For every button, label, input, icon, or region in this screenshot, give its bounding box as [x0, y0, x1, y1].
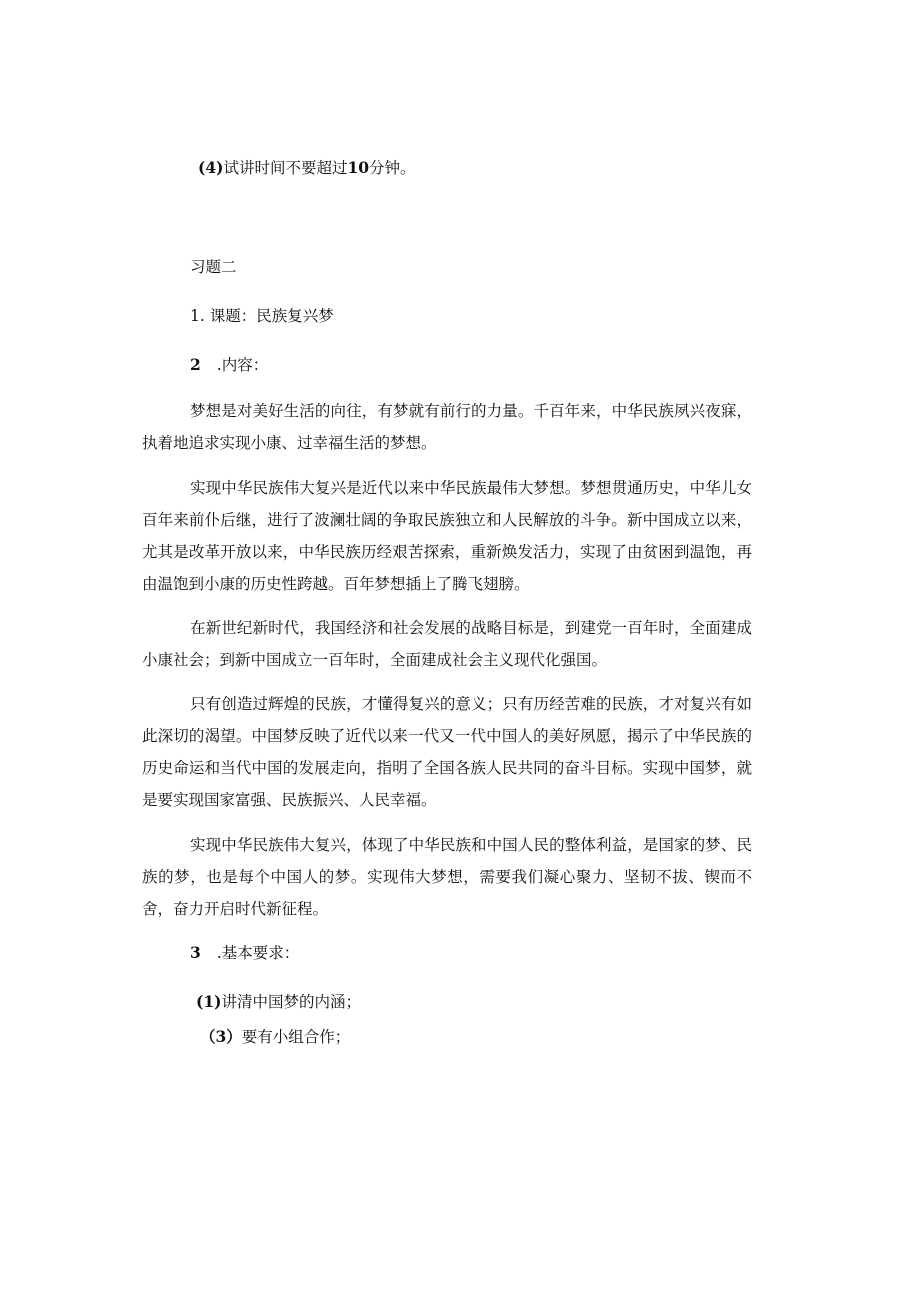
content-heading: [190, 354, 268, 376]
topic-label: 1. 课题：: [190, 307, 257, 325]
requirement-1: [196, 991, 361, 1013]
requirements-heading: [190, 942, 299, 964]
requirement-3-text: 要有小组合作；: [241, 1028, 351, 1046]
requirement-3-marker: （3）: [200, 1027, 242, 1046]
topic-line: [190, 305, 334, 327]
paragraph-5: 实现中华民族伟大复兴，体现了中华民族和中国人民的整体利益，是国家的梦、民族的梦，也是每个中国人的梦。实现伟大梦想，需要我们凝心聚力、坚韧不拔、锲而不舍，奋力开启时代新征程。: [142, 836, 752, 918]
content-marker: 2: [190, 355, 201, 374]
content-label: .内容：: [216, 356, 269, 374]
item-4-text-b: 分钟。: [369, 159, 416, 177]
paragraph-4: 只有创造过辉煌的民族，才懂得复兴的意义；只有历经苦难的民族，才对复兴有如此深切的渴望。中国梦反映了近代以来一代又一代中国人的美好夙愿，揭示了中华民族的历史命运和当代中国的发展走向，指明了全国各族人民共同的奋斗目标。实现中国梦，就是要实现国家富强、民族振兴、人民幸福。: [142, 695, 752, 809]
requirement-1-marker: (1): [196, 992, 222, 1011]
item-4-number: 10: [347, 158, 370, 177]
item-4-text-a: 试讲时间不要超过: [223, 159, 348, 177]
paragraph-3: 在新世纪新时代，我国经济和社会发展的战略目标是，到建党一百年时，全面建成小康社会；到新中国成立一百年时，全面建成社会主义现代化强国。: [142, 619, 752, 669]
item-4: [198, 157, 416, 179]
requirements-marker: 3: [190, 943, 201, 962]
topic-value: 民族复兴梦: [256, 307, 334, 325]
requirement-1-text: 讲清中国梦的内涵；: [221, 993, 361, 1011]
requirements-label: .基本要求：: [216, 944, 300, 962]
paragraph-2: 实现中华民族伟大复兴是近代以来中华民族最伟大梦想。梦想贯通历史，中华儿女百年来前仆后继，进行了波澜壮阔的争取民族独立和人民解放的斗争。新中国成立以来，尤其是改革开放以来，中华民族历经艰苦探索，重新焕发活力，实现了由贫困到温饱，再由温饱到小康的历史性跨越。百年梦想插上了腾飞翅膀。: [142, 479, 752, 593]
exercise-title: 习题二: [190, 258, 237, 276]
item-4-marker: (4): [198, 158, 224, 177]
paragraph-1: 梦想是对美好生活的向往，有梦就有前行的力量。千百年来，中华民族夙兴夜寐，执着地追求实现小康、过幸福生活的梦想。: [142, 402, 752, 452]
requirement-3: [200, 1026, 350, 1048]
